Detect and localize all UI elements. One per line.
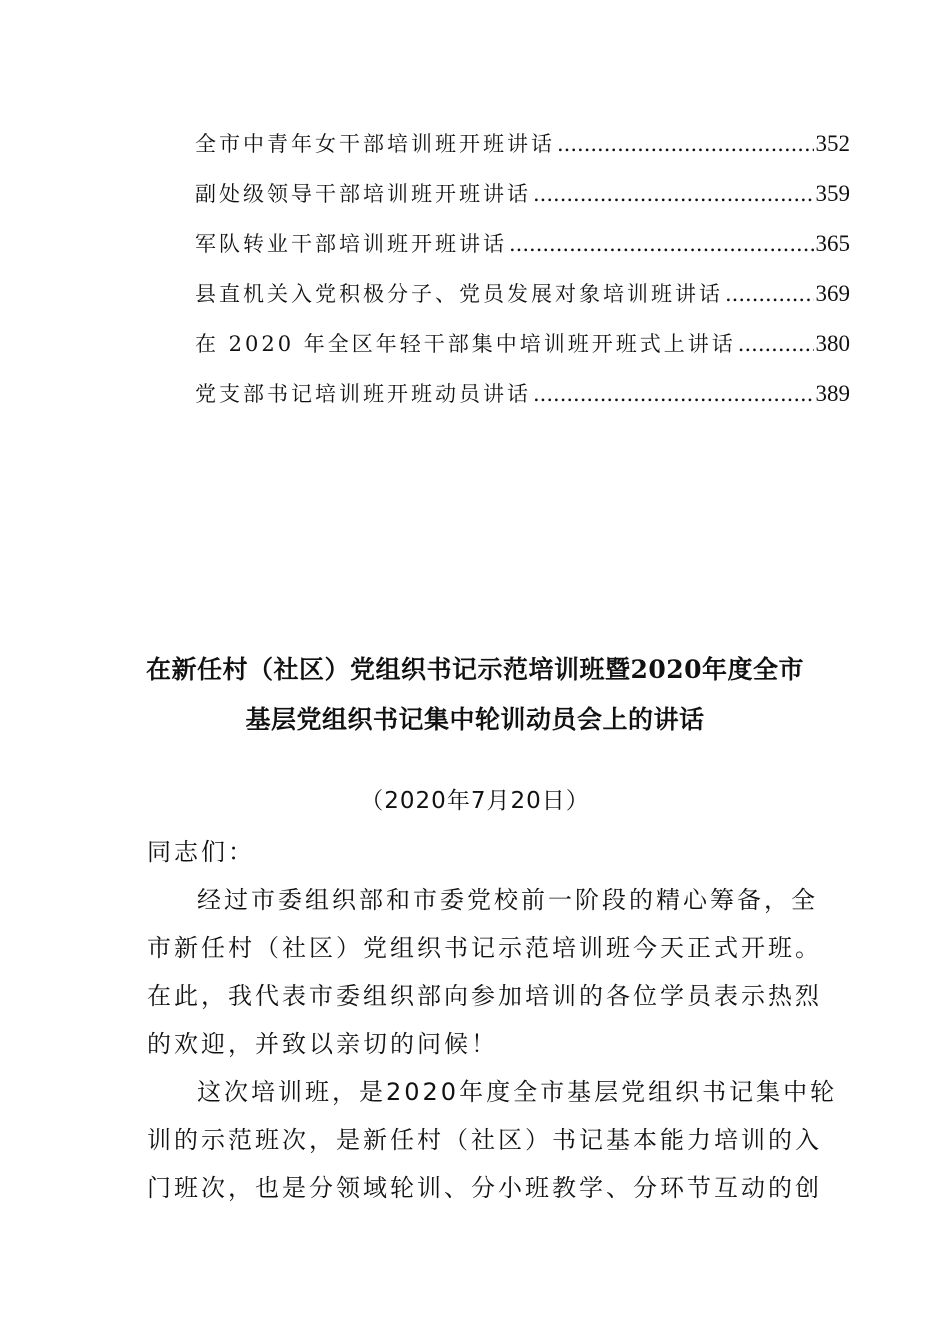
table-of-contents — [195, 128, 850, 428]
toc-entry-page: 369 — [815, 281, 850, 306]
toc-entry-page: 380 — [815, 331, 850, 356]
toc-entry-page: 359 — [815, 181, 850, 206]
toc-entry[interactable] — [195, 328, 850, 378]
body-line: 的欢迎，并致以亲切的问候！ — [147, 1030, 498, 1058]
speech-body — [147, 828, 838, 1212]
body-line: 市新任村（社区）党组织书记示范培训班今天正式开班。 — [147, 934, 822, 962]
toc-leader-dots — [557, 132, 814, 156]
toc-entry-title: 县直机关入党积极分子、党员发展对象培训班讲话 — [195, 282, 723, 306]
toc-entry-title: 军队转业干部培训班开班讲话 — [195, 232, 507, 256]
toc-entry[interactable] — [195, 128, 850, 178]
body-line: 在此，我代表市委组织部向参加培训的各位学员表示热烈 — [147, 982, 822, 1010]
toc-entry-title: 全市中青年女干部培训班开班讲话 — [195, 132, 555, 156]
toc-entry-title: 副处级领导干部培训班开班讲话 — [195, 182, 531, 206]
speech-title-line-1: 在新任村（社区）党组织书记示范培训班暨2020年度全市 — [145, 655, 805, 684]
toc-entry[interactable] — [195, 378, 850, 428]
toc-entry-page: 389 — [815, 381, 850, 406]
toc-entry[interactable] — [195, 228, 850, 278]
toc-entry-page: 352 — [815, 131, 850, 156]
toc-leader-dots — [533, 182, 814, 206]
body-line: 门班次，也是分领域轮训、分小班教学、分环节互动的创 — [147, 1174, 822, 1202]
body-line: 经过市委组织部和市委党校前一阶段的精心筹备，全 — [197, 886, 818, 914]
toc-entry-title: 党支部书记培训班开班动员讲话 — [195, 382, 531, 406]
toc-entry[interactable] — [195, 178, 850, 228]
toc-entry-title: 在 2020 年全区年轻干部集中培训班开班式上讲话 — [195, 332, 736, 356]
speech-title-line-2: 基层党组织书记集中轮训动员会上的讲话 — [245, 705, 705, 734]
toc-leader-dots — [738, 332, 814, 356]
toc-leader-dots — [509, 232, 814, 256]
toc-entry-page: 365 — [815, 231, 850, 256]
toc-leader-dots — [725, 282, 814, 306]
body-line: 训的示范班次，是新任村（社区）书记基本能力培训的入 — [147, 1126, 822, 1154]
salutation: 同志们： — [147, 838, 255, 866]
body-line: 这次培训班，是2020年度全市基层党组织书记集中轮 — [197, 1078, 838, 1106]
toc-leader-dots — [533, 382, 814, 406]
speech-date: （2020年7月20日） — [360, 788, 590, 814]
toc-entry[interactable] — [195, 278, 850, 328]
